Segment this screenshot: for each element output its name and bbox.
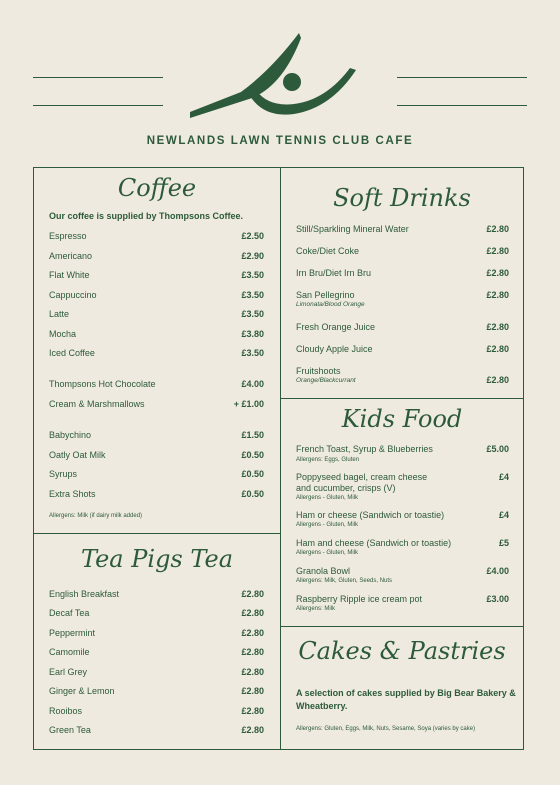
header-rule-right-bottom — [397, 105, 527, 106]
cakes-allergens: Allergens: Gluten, Eggs, Milk, Nuts, Sesame, Soya (varies by cake) — [296, 726, 476, 732]
coffee-tea-divider — [33, 533, 281, 534]
tea-heading: Tea Pigs Tea — [80, 545, 234, 573]
coffee-heading: Coffee — [117, 174, 197, 202]
tennis-club-logo-icon — [186, 30, 376, 125]
drinks-kids-divider — [280, 398, 524, 399]
header-rule-left-bottom — [33, 105, 163, 106]
cakes-intro-line1: A selection of cakes supplied by Big Bear Bakery & — [296, 688, 516, 698]
kids-food-heading: Kids Food — [341, 405, 463, 433]
cakes-heading: Cakes & Pastries — [298, 637, 506, 665]
coffee-allergens: Allergens: Milk (if dairy milk added) — [49, 513, 143, 519]
soft-drinks-heading: Soft Drinks — [333, 184, 471, 212]
cafe-title: NEWLANDS LAWN TENNIS CLUB CAFE — [146, 135, 414, 147]
cakes-intro-line2: Wheatberry. — [296, 701, 348, 711]
kids-cakes-divider — [280, 626, 524, 627]
coffee-intro: Our coffee is supplied by Thompsons Coffee. — [49, 211, 244, 221]
header-rule-left-top — [33, 77, 163, 78]
header-rule-right-top — [397, 77, 527, 78]
